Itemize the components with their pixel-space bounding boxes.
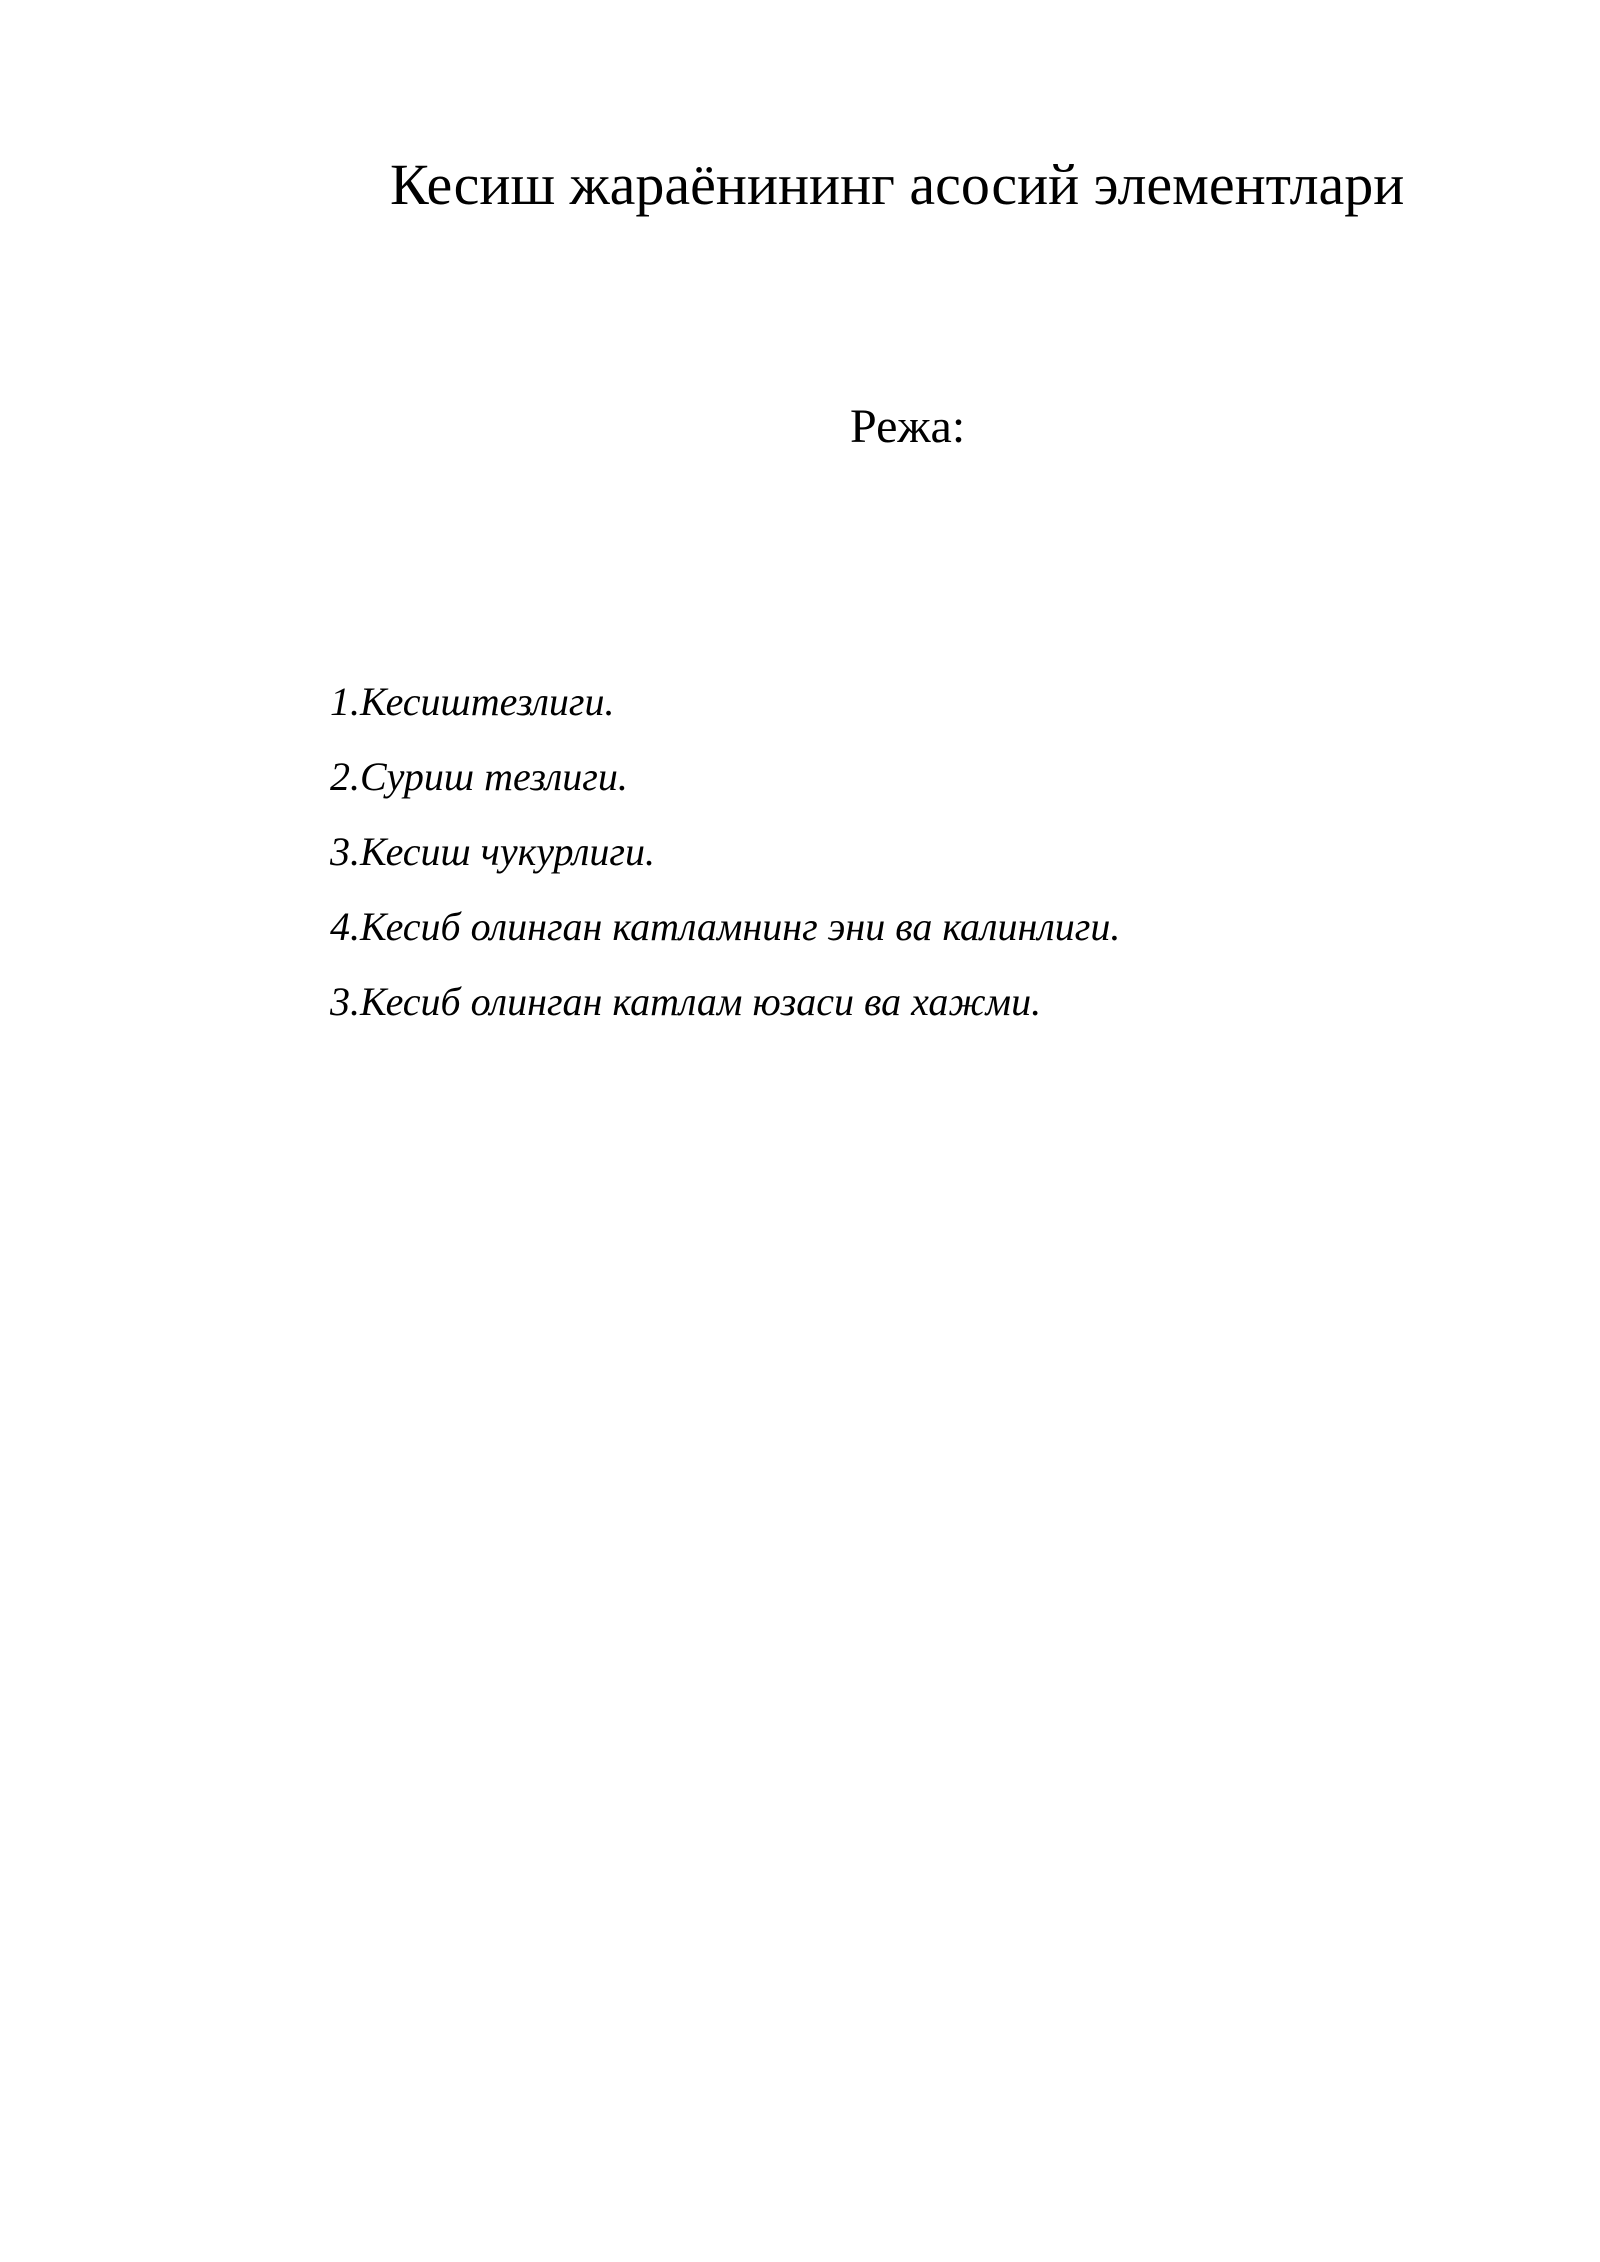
plan-heading: Режа: <box>850 400 966 453</box>
plan-item: 3.Кесиб олинган катлам юзаси ва хажми. <box>330 979 1042 1024</box>
plan-list <box>330 664 1120 1039</box>
plan-item: 2.Суриш тезлиги. <box>330 754 628 799</box>
document-title: Кесиш жараёнининг асосий элементлари <box>390 152 1405 217</box>
plan-item: 1.Кесиштезлиги. <box>330 679 615 724</box>
plan-item: 4.Кесиб олинган катламнинг эни ва калинлиги. <box>330 904 1121 949</box>
plan-item: 3.Кесиш чукурлиги. <box>330 829 656 874</box>
